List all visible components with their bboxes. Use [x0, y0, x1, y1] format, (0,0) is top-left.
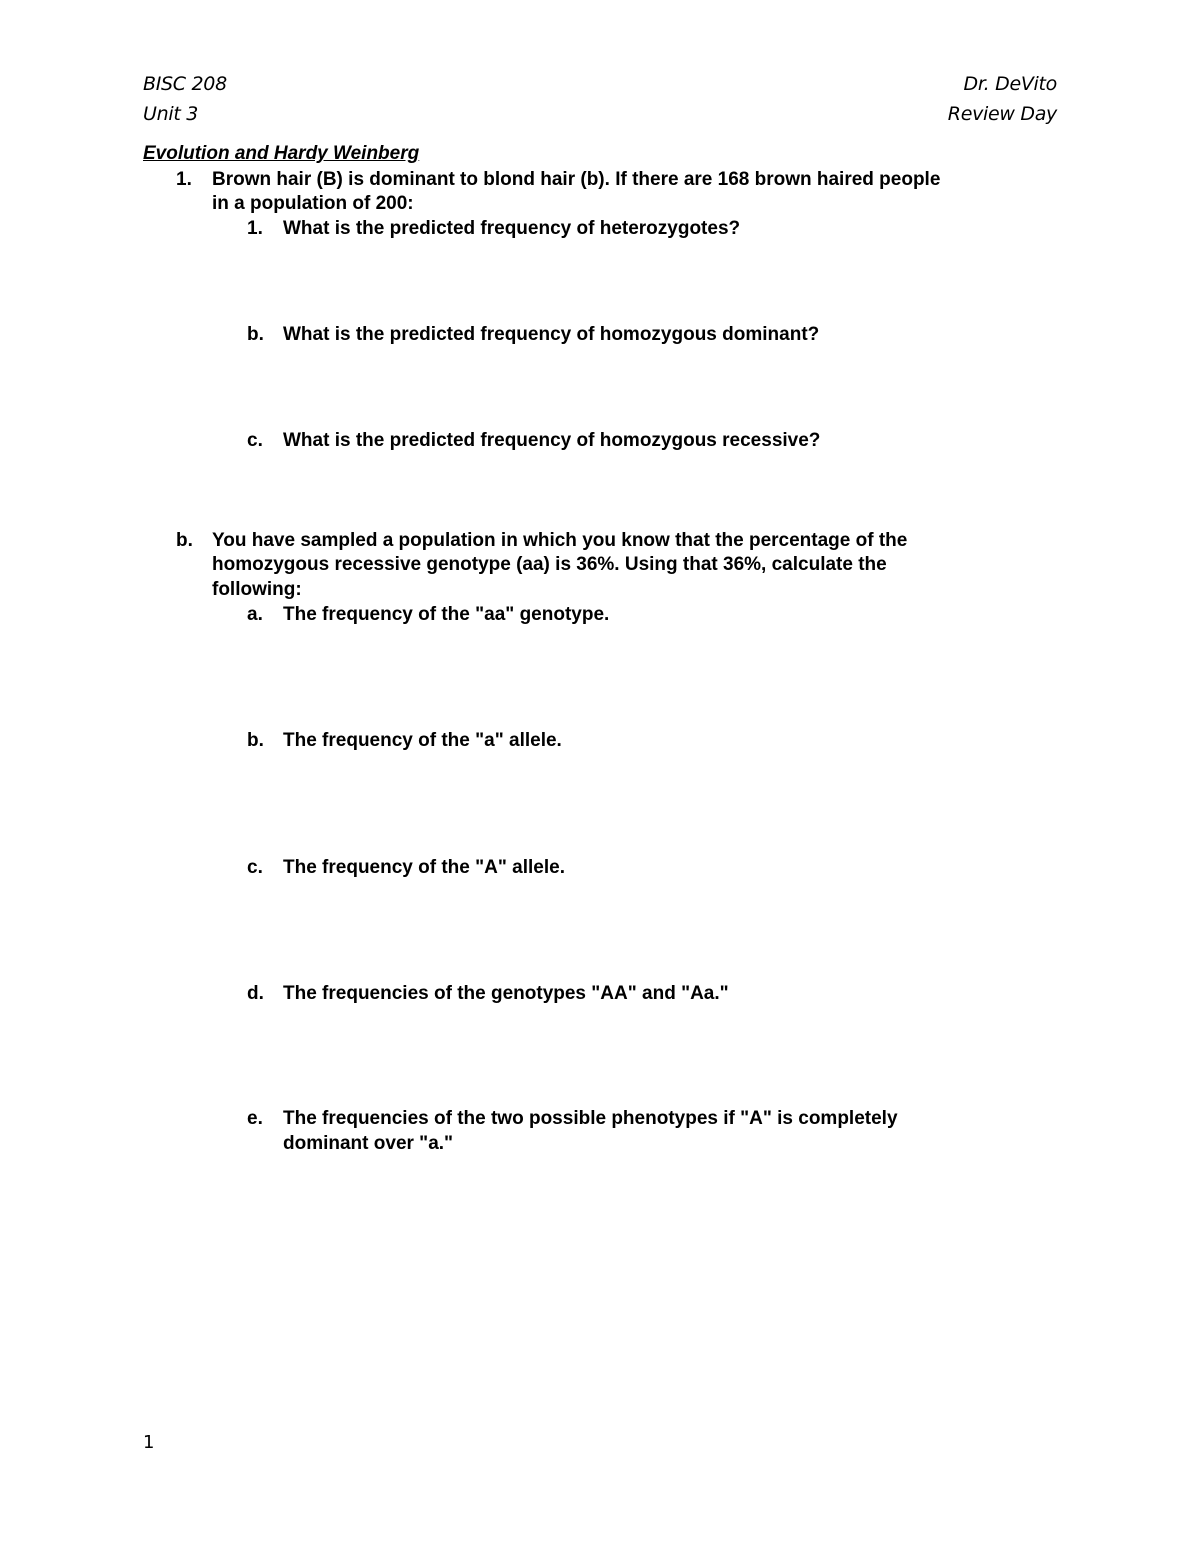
q2-part-d-text: The frequencies of the genotypes "AA" and "Aa."	[283, 983, 729, 1004]
q2-part-a-marker: a.	[247, 604, 263, 625]
q2-part-d-marker: d.	[247, 983, 264, 1004]
q2-part-c-text: The frequency of the "A" allele.	[283, 857, 565, 878]
header-session: Review Day	[947, 103, 1057, 125]
q2-part-b-text: The frequency of the "a" allele.	[283, 730, 562, 751]
q2-part-c-marker: c.	[247, 857, 263, 878]
q2-line3: following:	[212, 579, 302, 600]
q1-part1-marker: 1.	[247, 218, 263, 239]
header-course: BISC 208	[143, 73, 227, 95]
q1-part2-text: What is the predicted frequency of homozygous dominant?	[283, 324, 820, 345]
q1-line1: Brown hair (B) is dominant to blond hair (b). If there are 168 brown haired people	[212, 169, 941, 190]
q1-part1-text: What is the predicted frequency of heterozygotes?	[283, 218, 741, 239]
header-unit: Unit 3	[143, 103, 199, 125]
header-instructor: Dr. DeVito	[963, 73, 1057, 95]
q2-part-e-text-cont: dominant over "a."	[283, 1133, 454, 1154]
q2-part-b-marker: b.	[247, 730, 264, 751]
q2-part-e-marker: e.	[247, 1108, 263, 1129]
q1-marker: 1.	[176, 169, 192, 190]
section-title: Evolution and Hardy Weinberg	[143, 143, 420, 164]
q1-part3-marker: c.	[247, 430, 263, 451]
q2-marker: b.	[176, 530, 193, 551]
q2-line1: You have sampled a population in which you know that the percentage of the	[212, 530, 908, 551]
page-number: 1	[143, 1432, 155, 1453]
q1-part2-marker: b.	[247, 324, 264, 345]
q1-line2: in a population of 200:	[212, 193, 414, 214]
q1-part3-text: What is the predicted frequency of homozygous recessive?	[283, 430, 821, 451]
q2-part-a-text: The frequency of the "aa" genotype.	[283, 604, 610, 625]
q2-line2: homozygous recessive genotype (aa) is 36%. Using that 36%, calculate the	[212, 554, 887, 575]
q2-part-e-text: The frequencies of the two possible phenotypes if "A" is completely	[283, 1108, 898, 1129]
